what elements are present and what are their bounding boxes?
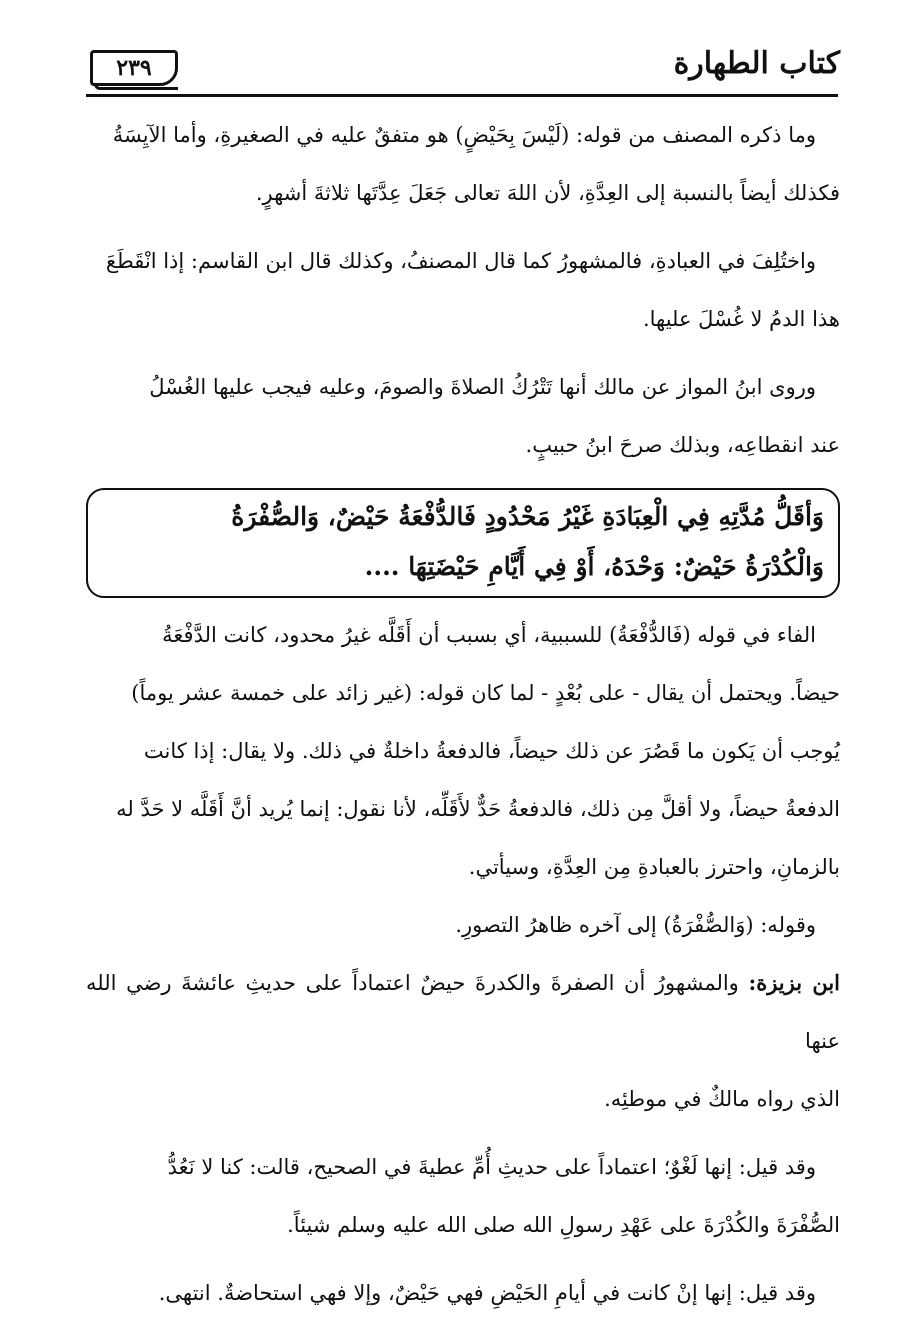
matn-box xyxy=(86,488,840,598)
text-line: حيضاً. ويحتمل أن يقال - على بُعْدٍ - لما كان قوله: (غير زائد على خمسة عشر يوماً) xyxy=(131,681,840,705)
text-line: الذي رواه مالكٌ في موطئِه. xyxy=(604,1087,840,1111)
paragraph xyxy=(86,232,840,348)
author-name: ابن بزيزة: xyxy=(748,970,840,995)
matn-line: وَأقَلُّ مُدَّتِهِ فِي الْعِبَادَةِ غَيْرُ مَحْدُودٍ فَالدُّفْعَةُ حَيْضٌ، وَالصُّفْرَةُ xyxy=(231,502,824,531)
text-line: وما ذكره المصنف من قوله: (لَيْسَ بِحَيْضٍ) هو متفقٌ عليه في الصغيرةِ، وأما الآيِسَةُ xyxy=(112,123,816,147)
text-line: بالزمانِ، واحترز بالعبادةِ مِن العِدَّةِ، وسيأتي. xyxy=(468,855,840,879)
page-number-badge-frame xyxy=(94,84,178,90)
text-line: يُوجب أن يَكون ما قَصُرَ عن ذلك حيضاً، فالدفعةُ داخلةٌ في ذلك. ولا يقال: إذا كانت xyxy=(143,739,840,763)
text-line: وقوله: (وَالصُّفْرَةُ) إلى آخره ظاهرُ التصورِ. xyxy=(455,913,816,937)
text-line: وقد قيل: إنها إنْ كانت في أيامِ الحَيْضِ فهي حَيْضٌ، وإلا فهي استحاضةٌ. انتهى. xyxy=(158,1281,816,1305)
paragraph xyxy=(86,358,840,474)
header-divider xyxy=(86,94,838,97)
text-line: والمشهورُ أن الصفرةَ والكدرةَ حيضٌ اعتماداً على حديثِ عائشةَ رضي الله عنها xyxy=(86,971,840,1053)
page-body xyxy=(86,106,840,1322)
text-line: الفاء في قوله (فَالدُّفْعَةُ) للسببية، أي بسبب أن أَقَلَّه غيرُ محدود، كانت الدَّفْعَةُ xyxy=(162,623,816,647)
text-line: فكذلك أيضاً بالنسبة إلى العِدَّةِ، لأن اللهَ تعالى جَعَلَ عِدَّتَها ثلاثةَ أشهرٍ. xyxy=(255,181,840,205)
paragraph xyxy=(86,1138,840,1254)
page-number-badge: ٢٣٩ xyxy=(90,50,178,86)
text-line: وقد قيل: إنها لَغْوٌ؛ اعتماداً على حديثِ أُمِّ عطيةَ في الصحيح، قالت: كنا لا نَعُدُّ xyxy=(167,1155,816,1179)
text-line: وروى ابنُ المواز عن مالك أنها تَتْرُكُ الصلاةَ والصومَ، وعليه فيجب عليها الغُسْلُ xyxy=(149,375,816,399)
text-line: عند انقطاعِه، وبذلك صرحَ ابنُ حبيبٍ. xyxy=(525,433,840,457)
text-line: الصُّفْرَةَ والكُدْرَةَ على عَهْدِ رسولِ الله صلى الله عليه وسلم شيئاً. xyxy=(287,1213,840,1237)
text-line: هذا الدمُ لا غُسْلَ عليها. xyxy=(642,307,840,331)
chapter-title: كتاب الطهارة xyxy=(673,46,840,81)
text-line: الدفعةُ حيضاً، ولا أقلَّ مِن ذلك، فالدفعةُ حَدٌّ لأَقَلِّه، لأنا نقول: إنما يُريد أنَّ أَقَلَّه لا حَدَّ له xyxy=(116,797,840,821)
matn-line: وَالْكُدْرَةُ حَيْضٌ: وَحْدَهُ، أَوْ فِي أَيَّامِ حَيْضَتِهَا .... xyxy=(364,552,824,581)
page-header xyxy=(86,40,840,100)
paragraph xyxy=(86,606,840,896)
text-line: واختُلِفَ في العبادةِ، فالمشهورُ كما قال المصنفُ، وكذلك قال ابن القاسم: إذا انْقَطَعَ xyxy=(105,249,816,273)
paragraph xyxy=(86,954,840,1128)
paragraph xyxy=(86,896,840,954)
paragraph xyxy=(86,106,840,222)
paragraph xyxy=(86,1264,840,1322)
